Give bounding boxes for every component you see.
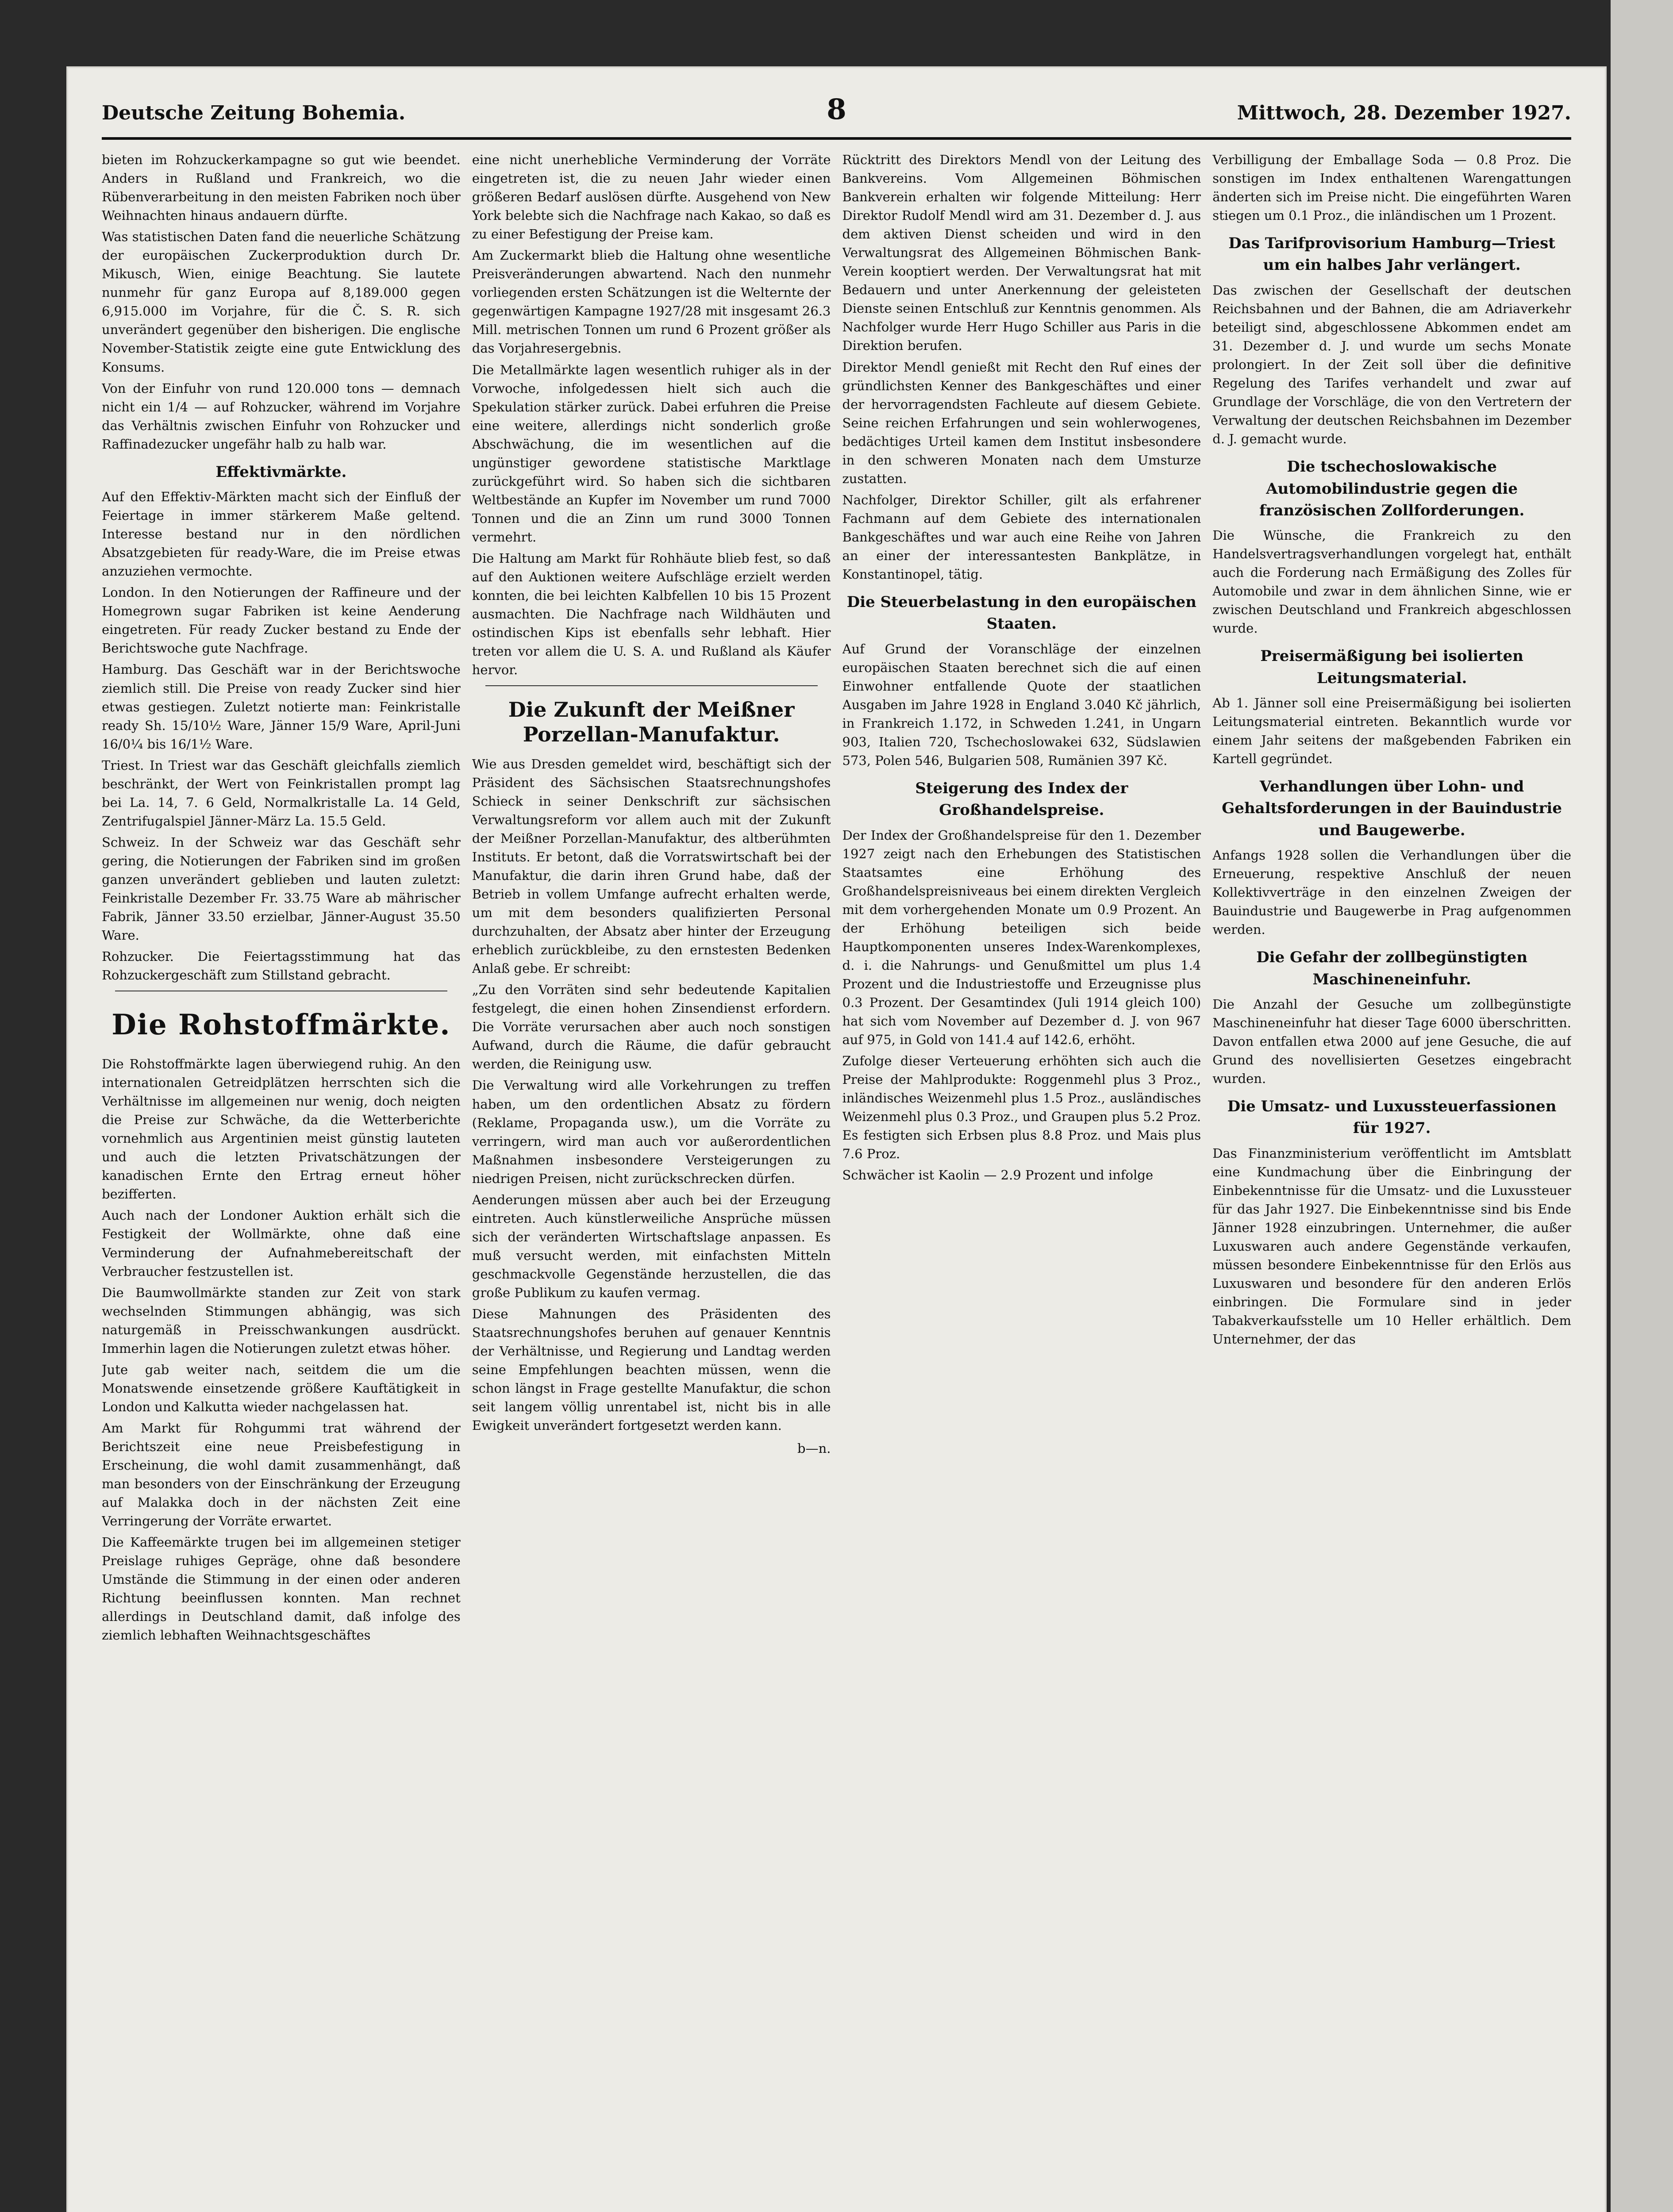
paragraph: Die Verwaltung wird alle Vorkehrungen zu treffen haben, um den ordentlichen Absatz zu fördern (Reklame, Propaganda usw.), um die Vorräte zu verringern, wird man auch vor außerordentlichen Maßnahmen insbesondere Versteigerungen zu niedrigen Preisen, nicht zurückschrecken dürfen. <box>472 1078 831 1186</box>
paragraph: Rohzucker. Die Feiertagsstimmung hat das Rohzuckergeschäft zum Stillstand gebracht. <box>102 949 461 983</box>
paragraph: Nachfolger, Direktor Schiller, gilt als erfahrener Fachmann auf dem Gebiete des internationalen Bankgeschäftes und war auch eine Reihe von Jahren an einer der interessantesten Bankplätze, in Konstantinopel, tätig. <box>842 492 1201 582</box>
paragraph: eine nicht unerhebliche Verminderung der Vorräte eingetreten ist, die zu neuen Jahr wieder einen größeren Bedarf auslösen dürfte. Ausgehend von New York belebte sich die Nachfrage nach Kakao, so daß es zu einer Befestigung der Preise kam. <box>472 152 831 242</box>
headline-meissner-porzellan: Die Zukunft der Meißner Porzellan-Manufaktur. <box>508 698 795 746</box>
paragraph: Triest. In Triest war das Geschäft gleichfalls ziemlich beschränkt, der Wert von Feinkristallen prompt lag bei La. 14, 7. 6 Geld, Normalkristalle La. 14 Geld, Zentrifugalspiel Jänner-März La. 15.5 Geld. <box>102 757 461 829</box>
column-1 <box>102 150 461 2212</box>
column-2 <box>472 150 831 2212</box>
paragraph: Das zwischen der Gesellschaft der deutschen Reichsbahnen und der Bahnen, die am Adriaverkehr beteiligt sind, abgeschlossene Abkommen endet am 31. Dezember d. J. und wurde um sechs Monate prolongiert. In der Zeit soll über die definitive Regelung des Tarifes verhandelt und zwar auf Grundlage der Vorschläge, die von den Vertretern der Verwaltung der deutschen Reichsbahnen im Dezember d. J. gemacht wurde. <box>1212 282 1571 447</box>
paragraph: Verbilligung der Emballage Soda — 0.8 Proz. Die sonstigen im Index enthaltenen Warengattungen änderten sich im Preise nicht. Die eingeführten Waren stiegen um 0.1 Proz., die inländischen um 1 Prozent. <box>1212 152 1571 223</box>
column-4 <box>1212 150 1571 2212</box>
section-heading-grosshandelspreise: Steigerung des Index der Großhandelspreise. <box>915 780 1128 819</box>
issue-date: Mittwoch, 28. Dezember 1927. <box>1237 102 1571 124</box>
paragraph: Die Metallmärkte lagen wesentlich ruhiger als in der Vorwoche, infolgedessen hielt sich auch die Spekulation stärker zurück. Dabei erfuhren die Preise eine weitere, allerdings nicht sonderlich große Abschwächung, die im wesentlichen auf die ungünstiger gewordene statistische Marktlage zurückgeführt wird. So haben sich die sichtbaren Weltbestände an Kupfer im November um rund 7000 Tonnen und die an Zinn um rund 3000 Tonnen vermehrt. <box>472 362 831 545</box>
paragraph: Am Zuckermarkt blieb die Haltung ohne wesentliche Preisveränderungen abwartend. Nach den nunmehr vorliegenden ersten Schätzungen ist die Welternte der gegenwärtigen Kampagne 1927/28 mit insgesamt 26.3 Mill. metrischen Tonnen um rund 6 Prozent größer als das Vorjahresergebnis. <box>472 248 831 356</box>
author-signature: b—n. <box>797 1441 831 1456</box>
paragraph: Die Kaffeemärkte trugen bei im allgemeinen stetiger Preislage ruhiges Gepräge, ohne daß besondere Umstände die Stimmung in der einen oder anderen Richtung beeinflussen konnten. Man rechnet allerdings in Deutschland damit, daß infolge des ziemlich lebhaften Weihnachtsgeschäftes <box>102 1535 461 1643</box>
section-heading-tarifprovisorium: Das Tarifprovisorium Hamburg—Triest um ein halbes Jahr verlängert. <box>1228 234 1555 274</box>
newspaper-page <box>66 66 1607 2212</box>
paragraph: Aenderungen müssen aber auch bei der Erzeugung eintreten. Auch künstlerweiliche Ansprüche müssen sich der veränderten Wirtschaftslage anpassen. Es muß versucht werden, mit einfachsten Mitteln geschmackvolle Gegenstände herzustellen, die das große Publikum zu kaufen vermag. <box>472 1192 831 1300</box>
paragraph: Der Index der Großhandelspreise für den 1. Dezember 1927 zeigt nach den Erhebungen des Statistischen Staatsamtes eine Erhöhung des Großhandelspreisniveaus bei einem direkten Vergleich mit dem vorhergehenden Monate um 0.9 Prozent. An der Erhöhung beteiligen sich beide Hauptkomponenten unseres Index-Warenkomplexes, d. i. die Nahrungs- und Genußmittel um plus 1.4 Prozent und die Industriestoffe und Erzeugnisse plus 0.3 Prozent. Der Gesamtindex (Juli 1914 gleich 100) hat sich vom November auf Dezember d. J. von 967 auf 975, in Gold von 141.4 auf 142.6, erhöht. <box>842 827 1201 1048</box>
paragraph: Hamburg. Das Geschäft war in der Berichtswoche ziemlich still. Die Preise von ready Zucker sind hier etwas gestiegen. Zuletzt notierte man: Feinkristalle ready Sh. 15/10½ Ware, Jänner 15/9 Ware, April-Juni 16/0¼ bis 16/1½ Ware. <box>102 662 461 752</box>
section-heading-bauindustrie: Verhandlungen über Lohn- und Gehaltsforderungen in der Bauindustrie und Baugewerbe. <box>1222 778 1562 839</box>
paragraph: Auf Grund der Voranschläge der einzelnen europäischen Staaten berechnet sich die auf einen Einwohner entfallende Quote der staatlichen Ausgaben im Jahre 1928 in England 3.040 Kč jährlich, in Frankreich 1.172, in Schweden 1.241, in Ungarn 903, Italien 720, Tschechoslowakei 632, Südslawien 573, Polen 546, Bulgarien 508, Rumänien 397 Kč. <box>842 641 1201 768</box>
paragraph: Die Rohstoffmärkte lagen überwiegend ruhig. An den internationalen Getreidplätzen herrschten sich die Verhältnisse im allgemeinen nur wenig, doch neigten die Preise zur Schwäche, da die Wetterberichte vornehmlich aus Argentinien meist günstig lauteten und auch die letzten Privatschätzungen der kanadischen Ernte den Ertrag erneut höher bezifferten. <box>102 1056 461 1202</box>
paragraph: Schwächer ist Kaolin — 2.9 Prozent und infolge <box>842 1167 1154 1183</box>
paragraph: Von der Einfuhr von rund 120.000 tons — demnach nicht ein 1/4 — auf Rohzucker, während im Vorjahre das Verhältnis zwischen Einfuhr von Rohzucker und Raffinadezucker ungefähr halb zu halb war. <box>102 380 461 452</box>
paragraph: Was statistischen Daten fand die neuerliche Schätzung der europäischen Zuckerproduktion durch Dr. Mikusch, Wien, einige Beachtung. Sie lautete nunmehr für ganz Europa auf 8,189.000 gegen 6,915.000 im Vorjahre, für die Č. S. R. sich unverändert gegenüber den bisherigen. Die englische November-Statistik zeigte eine gute Entwicklung des Konsums. <box>102 229 461 375</box>
page-header <box>102 93 1571 133</box>
section-heading-leitungsmaterial: Preisermäßigung bei isolierten Leitungsmaterial. <box>1260 647 1523 687</box>
section-heading-steuerbelastung: Die Steuerbelastung in den europäischen Staaten. <box>846 593 1197 633</box>
binding-edge <box>1611 0 1673 2212</box>
paragraph: bieten im Rohzuckerkampagne so gut wie beendet. Anders in Rußland und Frankreich, wo die Rübenverarbeitung in den meisten Fabriken noch über Weihnachten hinaus andauern dürfte. <box>102 152 461 223</box>
paragraph: Die Anzahl der Gesuche um zollbegünstigte Maschineneinfuhr hat dieser Tage 6000 überschritten. Davon entfallen etwa 2000 auf jene Gesuche, die auf Grund des novellisierten Gesetzes eingebracht wurden. <box>1212 996 1571 1087</box>
paragraph: Das Finanzministerium veröffentlicht im Amtsblatt eine Kundmachung über die Einbringung der Einbekenntnisse für die Umsatz- und die Luxussteuer für das Jahr 1927. Die Einbekenntnisse sind bis Ende Jänner 1928 einzubringen. Unternehmer, die außer Luxuswaren auch andere Gegenstände verkaufen, müssen besondere Einbekenntnisse für den Erlös aus Luxuswaren und besondere für den anderen Erlös einbringen. Die Formulare sind in jeder Tabakverkaufsstelle um 10 Heller erhältlich. Dem Unternehmer, der das <box>1212 1145 1571 1347</box>
paragraph: Auf den Effektiv-Märkten macht sich der Einfluß der Feiertage in immer stärkerem Maße geltend. Interesse bestand nur in den nördlichen Absatzgebieten für ready-Ware, die im Preise etwas anzuziehen vermochte. <box>102 489 461 579</box>
paragraph: Die Baumwollmärkte standen zur Zeit von stark wechselnden Stimmungen abhängig, was sich naturgemäß in Preisschwankungen ausdrückt. Immerhin lagen die Notierungen zuletzt etwas höher. <box>102 1285 461 1356</box>
article-columns <box>102 150 1571 2212</box>
paragraph: Rücktritt des Direktors Mendl von der Leitung des Bankvereins. Vom Allgemeinen Böhmischen Bankverein erhalten wir folgende Mitteilung: Herr Direktor Rudolf Mendl wird am 31. Dezember d. J. aus dem aktiven Dienst scheiden und wird in den Verwaltungsrat des Allgemeinen Böhmischen Bank-Verein kooptiert werden. Der Verwaltungsrat hat mit Bedauern und unter Anerkennung der geleisteten Dienste seinen Entschluß zur Kenntnis genommen. Als Nachfolger wurde Herr Hugo Schiller aus Paris in die Direktion berufen. <box>842 152 1201 353</box>
paragraph: Direktor Mendl genießt mit Recht den Ruf eines der gründlichsten Kenner des Bankgeschäftes und einer der hervorragendsten Fachleute auf diesem Gebiete. Seine reichen Erfahrungen und sein wohlerwogenes, bedächtiges Urteil kamen dem Institut insbesondere in den schweren Monaten nach dem Umsturze zustatten. <box>842 359 1201 486</box>
newspaper-name: Deutsche Zeitung Bohemia. <box>102 102 406 124</box>
column-3 <box>842 150 1201 2212</box>
page-number: 8 <box>827 93 846 126</box>
paragraph: Ab 1. Jänner soll eine Preisermäßigung bei isolierten Leitungsmaterial eintreten. Bekanntlich wurde vor einem Jahr seitens der maßgebenden Fabriken ein Kartell gegründet. <box>1212 695 1571 767</box>
paragraph: Wie aus Dresden gemeldet wird, beschäftigt sich der Präsident des Sächsischen Staatsrechnungshofes Schieck in seiner Denkschrift zur sächsischen Verwaltungsreform vor allem auch mit der Zukunft der Meißner Porzellan-Manufaktur, des altberühmten Instituts. Er betont, daß die Vorratswirtschaft bei der Manufaktur, die darin ihren Grund habe, daß der Betrieb in vollem Umfange aufrecht erhalten werde, um mit dem besonders qualifizierten Personal durchzuhalten, der Absatz aber hinter der Erzeugung erheblich zurückbleibe, zu den ernstesten Bedenken Anlaß gebe. Er schreibt: <box>472 756 831 976</box>
section-heading-effektivmaerkte: Effektivmärkte. <box>215 463 347 481</box>
divider <box>485 685 818 686</box>
paragraph: Diese Mahnungen des Präsidenten des Staatsrechnungshofes beruhen auf genauer Kenntnis der Verhältnisse, und Regierung und Landtag werden seine Empfehlungen beachten müssen, wenn die schon längst in Frage gestellte Manufaktur, die schon seit langem völlig unrentabel ist, nicht bis in alle Ewigkeit unverändert fortgesetzt werden kann. <box>472 1306 831 1433</box>
paragraph: Anfangs 1928 sollen die Verhandlungen über die Erneuerung, respektive Anschluß der neuen Kollektivverträge in den einzelnen Zweigen der Bauindustrie und Baugewerbe in Prag aufgenommen werden. <box>1212 848 1571 937</box>
header-rule <box>102 137 1571 140</box>
paragraph: Zufolge dieser Verteuerung erhöhten sich auch die Preise der Mahlprodukte: Roggenmehl plus 3 Proz., inländisches Weizenmehl plus 1.5 Proz., ausländisches Weizenmehl plus 0.3 Proz., und Graupen plus 5.2 Proz. Es festigten sich Erbsen plus 8.8 Proz. und Mais plus 7.6 Proz. <box>842 1053 1201 1162</box>
section-heading-maschineneinfuhr: Die Gefahr der zollbegünstigten Maschineneinfuhr. <box>1256 949 1528 988</box>
paragraph: „Zu den Vorräten sind sehr bedeutende Kapitalien festgelegt, die einen hohen Zinsendienst erfordern. Die Vorräte verursachen aber auch noch sonstigen Aufwand, durch die Räume, die dafür gebraucht werden, die Reinigung usw. <box>472 982 831 1072</box>
paragraph: Auch nach der Londoner Auktion erhält sich die Festigkeit der Wollmärkte, ohne daß eine Verminderung der Aufnahmebereitschaft der Verbraucher festzustellen ist. <box>102 1208 461 1279</box>
section-heading-umsatzsteuer: Die Umsatz- und Luxussteuerfassionen für 1927. <box>1227 1098 1557 1137</box>
paragraph: London. In den Notierungen der Raffineure und der Homegrown sugar Fabriken ist keine Aenderung eingetreten. Für ready Zucker bestand zu Ende der Berichtswoche gute Nachfrage. <box>102 585 461 656</box>
paragraph: Schweiz. In der Schweiz war das Geschäft sehr gering, die Notierungen der Fabriken sind im großen ganzen unverändert geblieben und lauten zuletzt: Feinkristalle Dezember Fr. 33.75 Ware ab mährischer Fabrik, Jänner 33.50 erzielbar, Jänner-August 35.50 Ware. <box>102 834 461 943</box>
paragraph: Die Haltung am Markt für Rohhäute blieb fest, so daß auf den Auktionen weitere Aufschläge erzielt werden konnten, die bei leichten Kalbfellen 10 bis 15 Prozent ausmachten. Die Nachfrage nach Wildhäuten und ostindischen Kips ist ebenfalls sehr lebhaft. Hier treten vor allem die U. S. A. und Rußland als Käufer hervor. <box>472 550 831 678</box>
paragraph: Am Markt für Rohgummi trat während der Berichtszeit eine neue Preisbefestigung in Erscheinung, die wohl damit zusammenhängt, daß man besonders von der Einschränkung der Erzeugung auf Malakka doch in der nächsten Zeit eine Verringerung der Vorräte erwartet. <box>102 1420 461 1529</box>
section-heading-automobilindustrie: Die tschechoslowakische Automobilindustrie gegen die französischen Zollforderungen. <box>1259 458 1525 519</box>
headline-rohstoffmaerkte: Die Rohstoffmärkte. <box>112 1008 451 1042</box>
paragraph: Jute gab weiter nach, seitdem die um die Monatswende einsetzende größere Kauftätigkeit in London und Kalkutta wieder nachgelassen hat. <box>102 1362 461 1414</box>
paragraph: Die Wünsche, die Frankreich zu den Handelsvertragsverhandlungen vorgelegt hat, enthält auch die Forderung nach Ermäßigung des Zolles für Automobile und zwar in dem ähnlichen Sinne, wie er zwischen Deutschland und Frankreich abgeschlossen wurde. <box>1212 528 1571 636</box>
